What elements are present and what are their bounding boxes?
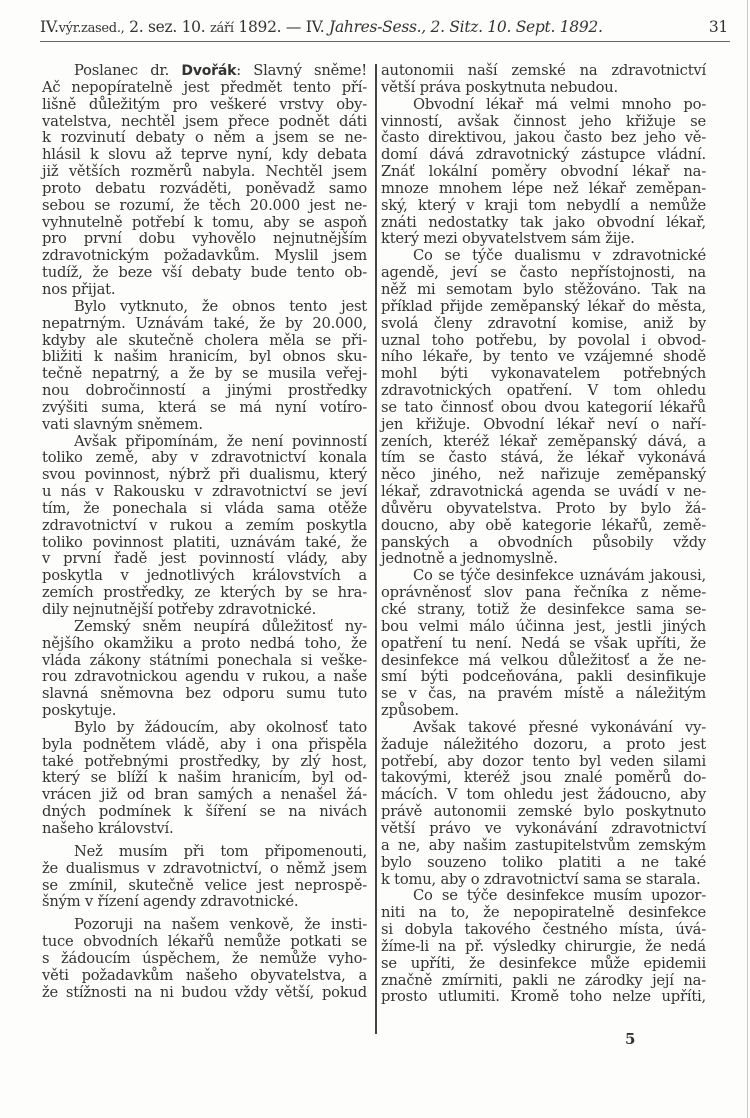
text-line: v první řadě jest povinností vlády, aby bbox=[42, 550, 367, 568]
text-line: který mezi obyvatelstvem sám žije. bbox=[381, 230, 635, 248]
text-line: rou zdravotnickou agendu v rukou, a naše bbox=[42, 668, 367, 686]
text-line: že stížnosti na ni budou vždy větší, pokud bbox=[42, 983, 367, 1001]
text-line: dných podmínek k šíření se na nivách bbox=[42, 803, 367, 821]
text-line: sebou se rozumí, že těch 20.000 jest ne- bbox=[42, 196, 367, 214]
text-line: prosto utlumiti. Kromě toho nelze upříti, bbox=[381, 988, 706, 1006]
text-line: tím se často stává, že lékař vykonává bbox=[381, 449, 706, 467]
text-line: nepatrným. Uznávám také, že by 20.000, bbox=[42, 314, 367, 332]
text-line: Co se týče desinfekce musím upozor- bbox=[413, 887, 706, 905]
header-session-info: IV.výr.zased., 2. sez. 10. září 1892. — IV. Jahres-Sess., 2. Sitz. 10. Sept. 1892. bbox=[40, 18, 603, 36]
page-edge bbox=[747, 0, 748, 1118]
text-line: byla podnětem vládě, aby i ona přispěla bbox=[42, 735, 367, 753]
text-line: poskytla v jednotlivých královstvích a bbox=[42, 567, 367, 585]
text-line: poskytuje. bbox=[42, 702, 117, 720]
text-line: Obvodní lékař má velmi mnoho po- bbox=[413, 95, 706, 113]
text-line: Znáť lokální poměry obvodní lékař na- bbox=[381, 163, 706, 181]
text-line: zemích prostředky, ze kterých by se hra- bbox=[42, 584, 367, 602]
header-rule bbox=[40, 41, 730, 42]
text-line: agendě, jeví se často nepřístojnosti, na bbox=[381, 264, 706, 282]
text-line: lékař, zdravotnická agenda se uvádí v ne- bbox=[381, 483, 706, 501]
text-line: již větších rozměrů nabyla. Nechtěl jsem bbox=[42, 163, 367, 181]
text-line: nou dobročinností a jinými prostředky bbox=[42, 382, 367, 400]
text-line: důvěru obyvatelstva. Proto by bylo žá- bbox=[381, 499, 706, 517]
text-line: něž mi semotam bylo stěžováno. Tak na bbox=[381, 280, 706, 298]
text-line: zdravotnictví v rukou a zemím poskytla bbox=[42, 516, 367, 534]
text-line: něco jiného, než nařizuje zeměpanský bbox=[381, 466, 706, 484]
text-line: Než musím při tom připomenouti, bbox=[74, 842, 367, 860]
text-line: Bylo vytknuto, že obnos tento jest bbox=[74, 297, 367, 315]
text-line: Ač nepopíratelně jest předmět tento pří- bbox=[42, 78, 367, 96]
text-line: znáti nedostatky tak jako obvodní lékař, bbox=[381, 213, 706, 231]
text-line: způsobem. bbox=[381, 702, 459, 720]
text-line: doucno, aby obě kategorie lékařů, země- bbox=[381, 516, 706, 534]
text-line: zeních, kteréž lékař zeměpanský dává, a bbox=[381, 432, 706, 450]
text-line: věti požadavkům našeho obyvatelstva, a bbox=[42, 966, 367, 984]
text-line: mohl býti vykonavatelem potřebných bbox=[381, 365, 706, 383]
text-line: Pozoruji na našem venkově, že insti- bbox=[74, 916, 367, 934]
text-line: se tato činnosť obou dvou kategorií lékařů bbox=[381, 398, 706, 416]
text-line: dily nejnutnější potřeby zdravotnické. bbox=[42, 601, 317, 618]
text-line: niti na to, že nepopiratelně desinfekce bbox=[381, 904, 706, 922]
text-line: desinfekce má velkou důležitosť a že ne- bbox=[381, 651, 706, 669]
text-line: vinností, avšak činnost jeho křižuje se bbox=[381, 112, 706, 130]
text-line: svolá členy zdravotní komise, aniž by bbox=[381, 314, 706, 332]
text-line: že dualismus v zdravotnictví, o němž jsem bbox=[42, 859, 367, 877]
text-line: opatření tu není. Nedá se však upříti, že bbox=[381, 634, 706, 652]
signature-mark: 5 bbox=[625, 1030, 636, 1048]
text-line: větší práva poskytnuta nebudou. bbox=[381, 78, 619, 96]
text-line: vrácen již od bran samých a nenašel žá- bbox=[42, 786, 367, 804]
right-column bbox=[381, 63, 706, 1006]
text-line: jednotně a jednomyslně. bbox=[381, 550, 558, 568]
text-line: potřebí, aby dozor tento byl veden silami bbox=[381, 752, 706, 770]
text-line: vyhnutelně potřebí k tomu, aby se aspoň bbox=[42, 213, 367, 231]
text-line: jen křižuje. Obvodní lékař neví o naří- bbox=[381, 415, 706, 433]
text-line: ský, který v kraji tom nebydlí a nemůže bbox=[381, 196, 706, 214]
text-line: se v čas, na pravém místě a náležitým bbox=[381, 685, 706, 703]
text-line: kdyby ale skutečně cholera měla se při- bbox=[42, 331, 367, 349]
text-line: u nás v Rakousku v zdravotnictví se jeví bbox=[42, 483, 367, 501]
text-line: s žádoucím úspěchem, že nemůže vyho- bbox=[42, 949, 367, 967]
text-line: příklad přijde zeměpanský lékař do města, bbox=[381, 297, 706, 315]
text-line: toliko země, aby v zdravotnictví konala bbox=[42, 449, 367, 467]
text-line: vati slavným sněmem. bbox=[42, 415, 203, 433]
text-line: autonomii naší zemské na zdravotnictví bbox=[381, 62, 706, 79]
text-line: bylo souzeno toliko platiti a ne také bbox=[381, 853, 706, 871]
text-line: žaduje náležitého dozoru, a proto jest bbox=[381, 735, 706, 753]
page-number: 31 bbox=[708, 18, 728, 36]
text-line: zvýšiti suma, která se má nyní votíro- bbox=[42, 398, 367, 416]
text-line: proto debatu rozváděti, poněvadž samo bbox=[42, 179, 367, 197]
column-divider bbox=[375, 64, 377, 1034]
text-line: uznal toho potřebu, by povolal i obvod- bbox=[381, 331, 706, 349]
text-line: k rozvinutí debaty o něm a jsem se ne- bbox=[42, 129, 367, 147]
text-line: a ne, aby našim zastupitelstvům zemským bbox=[381, 836, 706, 854]
text-line: také potřebnými prostředky, by zlý host, bbox=[42, 752, 367, 770]
text-line: Avšak připomínám, že není povinností bbox=[74, 432, 367, 450]
text-line: našeho království. bbox=[42, 819, 174, 837]
text-line: se zmínil, skutečně velice jest neprospě- bbox=[42, 876, 367, 894]
text-line: mnoze mnohem lépe než lékař zeměpan- bbox=[381, 179, 706, 197]
speaker-line: Poslanec dr. Dvořák: Slavný sněme! bbox=[74, 62, 367, 79]
text-line: bližiti k našim hranicím, byl obnos sku- bbox=[42, 348, 367, 366]
text-line: slavná sněmovna bez odporu sumu tuto bbox=[42, 685, 367, 703]
text-line: mácích. V tom ohledu jest žádoucno, aby bbox=[381, 786, 706, 804]
text-line: právě autonomii zemské bylo poskytnuto bbox=[381, 803, 706, 821]
text-line: tím, že ponechala si vláda sama otěže bbox=[42, 499, 367, 517]
text-line: toliko povinnost platiti, uznávám také, že bbox=[42, 533, 367, 551]
text-line: šným v řízení agendy zdravotnické. bbox=[42, 893, 299, 911]
left-column bbox=[42, 63, 367, 1001]
text-line: Bylo by žádoucím, aby okolnosť tato bbox=[74, 718, 367, 736]
speaker-name: Dvořák bbox=[181, 63, 237, 79]
text-line: smí býti podceňována, pakli desinfikuje bbox=[381, 668, 706, 686]
text-line: značně zmírniti, pakli ne zárodky její na- bbox=[381, 971, 706, 989]
text-line: oprávněnosť slov pana řečníka z něme- bbox=[381, 584, 706, 602]
text-line: Zemský sněm neupírá důležitosť ny- bbox=[74, 617, 367, 635]
text-line: tuce obvodních lékařů nemůže potkati se bbox=[42, 933, 367, 951]
text-line: tudíž, že beze vší debaty bude tento ob- bbox=[42, 264, 367, 282]
text-line: nos přijat. bbox=[42, 280, 116, 298]
text-line: pro první dobu vyhovělo nejnutnějším bbox=[42, 230, 367, 248]
text-line: si dobyla takového čestného místa, úvá- bbox=[381, 921, 706, 939]
text-line: lišně důležitým pro veškeré vrstvy oby- bbox=[42, 95, 367, 113]
text-line: vláda zákony státními ponechala si veške- bbox=[42, 651, 367, 669]
text-line: Co se týče desinfekce uznávám jakousi, bbox=[413, 567, 706, 585]
text-line: který se blíží k našim hranicím, byl od- bbox=[42, 769, 367, 787]
text-line: nějšího okamžiku a proto nedbá toho, že bbox=[42, 634, 367, 652]
text-line: tečně nepatrný, a že by se musila veřej- bbox=[42, 365, 367, 383]
text-line: zdravotnickým požadavkům. Myslil jsem bbox=[42, 247, 367, 265]
text-line: vatelstva, nechtěl jsem přece podnět dáti bbox=[42, 112, 367, 130]
text-line: panských a obvodních působily vždy bbox=[381, 533, 706, 551]
text-line: cké strany, totiž že desinfekce sama se- bbox=[381, 601, 706, 618]
text-line: Co se týče dualismu v zdravotnické bbox=[413, 247, 706, 265]
text-line: větší právo ve vykonávání zdravotnictví bbox=[381, 819, 706, 837]
text-line: takovými, kteréž jsou znalé poměrů do- bbox=[381, 769, 706, 787]
text-line: se upříti, že desinfekce může epidemii bbox=[381, 954, 706, 972]
text-line: často direktivou, jakou často bez jeho vě- bbox=[381, 129, 706, 147]
text-line: k tomu, aby o zdravotnictví sama se starala. bbox=[381, 870, 701, 888]
text-line: zdravotnických opatření. V tom ohledu bbox=[381, 382, 706, 400]
running-header bbox=[40, 16, 730, 40]
text-line: svou povinnost, nýbrž při dualismu, který bbox=[42, 466, 367, 484]
text-line: bou velmi málo účinna jest, jestli jiných bbox=[381, 617, 706, 635]
text-line: žíme-li na př. výsledky chirurgie, že nedá bbox=[381, 937, 706, 955]
text-line: domí dává zdravotnický zástupce vládní. bbox=[381, 146, 706, 164]
text-line: hlásil k slovu až teprve nyní, kdy debata bbox=[42, 146, 367, 164]
text-line: Avšak takové přesné vykonávání vy- bbox=[413, 718, 706, 736]
text-line: ního lékaře, by tento ve vzájemné shodě bbox=[381, 348, 706, 366]
